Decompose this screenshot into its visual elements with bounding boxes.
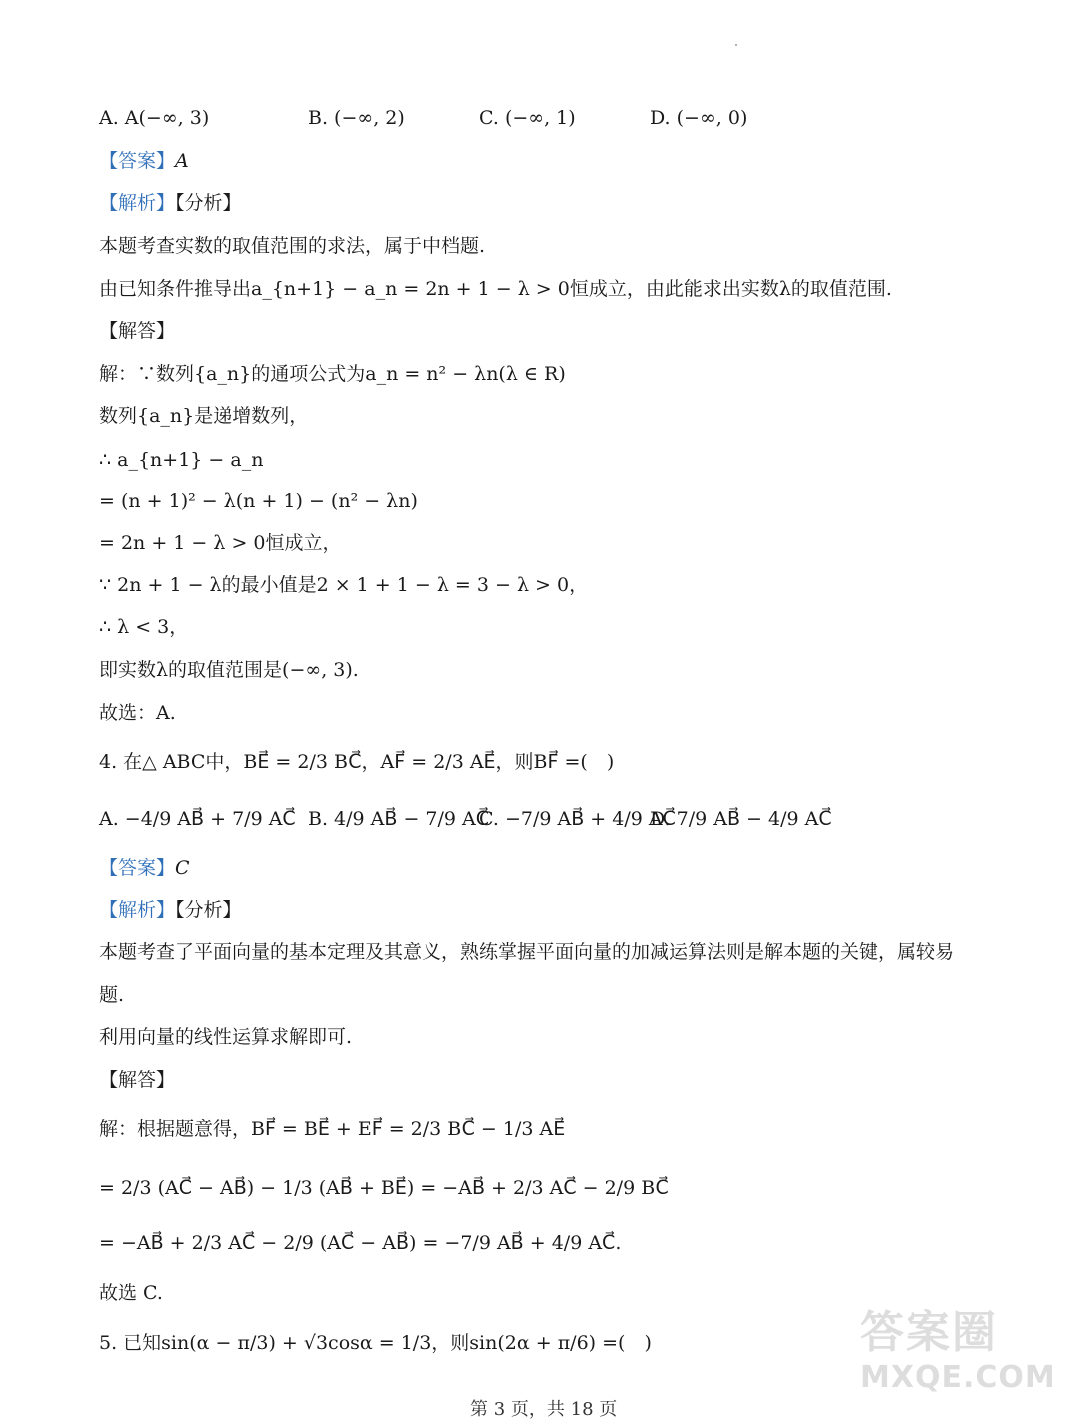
watermark-text-top: 答案圈	[860, 1307, 998, 1358]
q4-answer-line	[99, 855, 190, 881]
watermark-logo	[860, 1296, 1056, 1395]
analysis-subhead: 【分析】	[175, 899, 242, 921]
q4-option-a: A. −4/9 AB⃗ + 7/9 AC⃗	[99, 808, 296, 830]
q3-option-a: A. A(−∞, 3)	[99, 107, 210, 129]
q3-analysis-1: 本题考查实数的取值范围的求法，属于中档题.	[99, 235, 486, 257]
q3-option-b: B. (−∞, 2)	[308, 107, 405, 129]
answer-tag: 【答案】	[99, 857, 176, 879]
page-footer: 第 3 页，共 18 页	[470, 1399, 618, 1420]
q4-analysis-2: 利用向量的线性运算求解即可.	[99, 1026, 353, 1048]
q3-answer: A	[175, 150, 189, 172]
analysis-tag: 【解析】	[99, 192, 176, 214]
q4-answer: C	[175, 857, 190, 879]
q4-stem: 4. 在△ ABC中，BE⃗ = 2/3 BC⃗，AF⃗ = 2/3 AE⃗，则BF⃗ =( )	[99, 751, 615, 773]
q3-option-d: D. (−∞, 0)	[650, 107, 748, 129]
q4-analysis-head	[99, 897, 242, 923]
q3-answer-line	[99, 148, 189, 174]
q3-solution-line: ∴ λ < 3，	[99, 616, 189, 638]
q3-option-c: C. (−∞, 1)	[479, 107, 576, 129]
q3-solution-head: 【解答】	[99, 320, 176, 342]
q4-option-c: C. −7/9 AB⃗ + 4/9 AC⃗	[479, 808, 676, 830]
q3-conclusion: 故选：A.	[99, 702, 176, 724]
speck	[735, 44, 737, 46]
q3-analysis-2: 由已知条件推导出a_{n+1} − a_n = 2n + 1 − λ > 0恒成立，由此能求出实数λ的取值范围.	[99, 278, 892, 300]
analysis-tag: 【解析】	[99, 899, 176, 921]
q4-solution-line: = 2/3 (AC⃗ − AB⃗) − 1/3 (AB⃗ + BE⃗) = −AB⃗ + 2/3 AC⃗ − 2/9 BC⃗	[99, 1177, 669, 1199]
analysis-subhead: 【分析】	[175, 192, 242, 214]
q3-solution-line: = (n + 1)² − λ(n + 1) − (n² − λn)	[99, 490, 418, 512]
watermark-text-bottom: MXQE.COM	[860, 1360, 1056, 1395]
q4-analysis-1b: 题.	[99, 984, 125, 1006]
q4-solution-line: 解：根据题意得，BF⃗ = BE⃗ + EF⃗ = 2/3 BC⃗ − 1/3 AE⃗	[99, 1118, 566, 1140]
q4-option-b: B. 4/9 AB⃗ − 7/9 AC⃗	[308, 808, 490, 830]
q5-stem: 5. 已知sin(α − π/3) + √3cosα = 1/3，则sin(2α + π/6) =( )	[99, 1332, 652, 1354]
q3-solution-line: 解：∵数列{a_n}的通项公式为a_n = n² − λn(λ ∈ R)	[99, 363, 566, 385]
q3-solution-line: = 2n + 1 − λ > 0恒成立，	[99, 532, 342, 554]
q4-option-d: D. 7/9 AB⃗ − 4/9 AC⃗	[650, 808, 832, 830]
q4-analysis-1: 本题考查了平面向量的基本定理及其意义，熟练掌握平面向量的加减运算法则是解本题的关键，属较易	[99, 941, 955, 963]
q3-solution-line: ∵ 2n + 1 − λ的最小值是2 × 1 + 1 − λ = 3 − λ > 0，	[99, 574, 589, 596]
q3-solution-line: ∴ a_{n+1} − a_n	[99, 449, 264, 471]
q3-solution-line: 数列{a_n}是递增数列，	[99, 405, 309, 427]
q4-solution-line: = −AB⃗ + 2/3 AC⃗ − 2/9 (AC⃗ − AB⃗) = −7/9 AB⃗ + 4/9 AC⃗.	[99, 1232, 622, 1254]
answer-tag: 【答案】	[99, 150, 176, 172]
q4-conclusion: 故选 C.	[99, 1282, 163, 1304]
q4-solution-head: 【解答】	[99, 1069, 176, 1091]
q3-solution-line: 即实数λ的取值范围是(−∞, 3).	[99, 659, 359, 681]
q3-analysis-head	[99, 190, 242, 216]
